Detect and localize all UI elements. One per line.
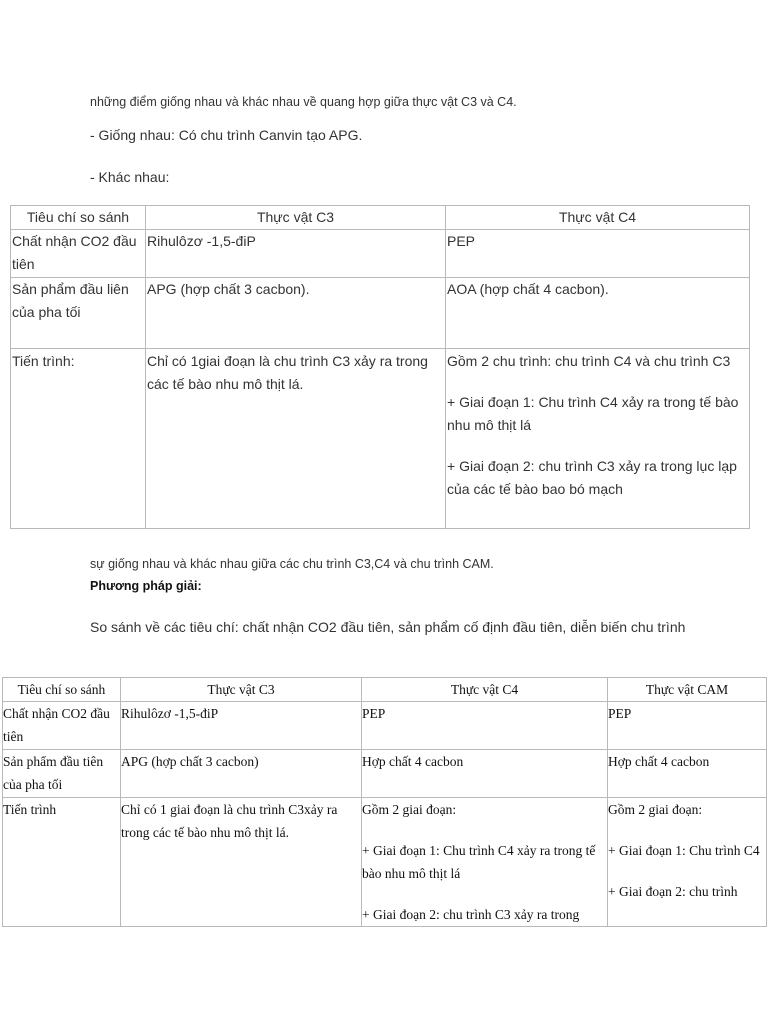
header-c3: Thực vật C3 [121, 678, 362, 702]
method-title: Phương pháp giải: [90, 579, 202, 593]
c4-stage-2: + Giai đoạn 2: chu trình C3 xảy ra trong [362, 907, 580, 922]
c4-stage-2: + Giai đoạn 2: chu trình C3 xảy ra trong lục lạp của các tế bào bao bó mạch [447, 458, 737, 497]
differences-label: - Khác nhau: [90, 169, 170, 185]
table-row [11, 349, 750, 529]
table-row [3, 798, 767, 927]
cam-process-summary: Gồm 2 giai đoạn: [608, 802, 703, 817]
criteria-cell: Chất nhận CO2 đầu tiên [3, 702, 121, 750]
criteria-cell: Sản phẩm đầu tiên của pha tối [3, 750, 121, 798]
header-c4: Thực vật C4 [362, 678, 608, 702]
c3-cell: APG (hợp chất 3 cacbon) [121, 750, 362, 798]
table-header-row [11, 206, 750, 230]
table-row [3, 750, 767, 798]
table-row [11, 278, 750, 349]
section2-heading: sự giống nhau và khác nhau giữa các chu trình C3,C4 và chu trình CAM. [90, 557, 494, 571]
c4-stage-1: + Giai đoạn 1: Chu trình C4 xảy ra trong tế bào nhu mô thịt lá [447, 394, 739, 433]
c4-process-cell [362, 798, 608, 927]
c3-cell: Rihulôzơ -1,5-điP [146, 230, 446, 278]
c3-cell: Chỉ có 1giai đoạn là chu trình C3 xảy ra trong các tế bào nhu mô thịt lá. [146, 349, 446, 529]
criteria-cell: Tiến trình: [11, 349, 146, 529]
c4-process-summary: Gồm 2 chu trình: chu trình C4 và chu trình C3 [447, 353, 731, 369]
table-row [11, 230, 750, 278]
cam-stage-2: + Giai đoạn 2: chu trình [608, 884, 738, 899]
criteria-cell: Sản phẩm đầu liên của pha tối [11, 278, 146, 349]
header-criteria: Tiêu chí so sánh [11, 206, 146, 230]
cam-cell: Hợp chất 4 cacbon [608, 750, 767, 798]
c4-stage-1: + Giai đoạn 1: Chu trình C4 xảy ra trong tế bào nhu mô thịt lá [362, 843, 596, 881]
c4-process-cell [446, 349, 750, 529]
c4-cell: Hợp chất 4 cacbon [362, 750, 608, 798]
cam-process-cell [608, 798, 767, 927]
table-row [3, 702, 767, 750]
c3-c4-cam-comparison-table [2, 677, 767, 927]
c4-process-summary: Gồm 2 giai đoạn: [362, 802, 457, 817]
cam-cell: PEP [608, 702, 767, 750]
c3-cell: Rihulôzơ -1,5-điP [121, 702, 362, 750]
c3-c4-comparison-table [10, 205, 750, 529]
similarities-text: - Giống nhau: Có chu trình Canvin tạo APG. [90, 127, 363, 143]
table-header-row [3, 678, 767, 702]
criteria-cell: Chất nhận CO2 đầu tiên [11, 230, 146, 278]
c4-cell: PEP [446, 230, 750, 278]
section1-heading: những điểm giống nhau và khác nhau về quang hợp giữa thực vật C3 và C4. [90, 95, 517, 109]
header-c4: Thực vật C4 [446, 206, 750, 230]
c3-cell: APG (hợp chất 3 cacbon). [146, 278, 446, 349]
c4-cell: PEP [362, 702, 608, 750]
header-c3: Thực vật C3 [146, 206, 446, 230]
c3-cell: Chỉ có 1 giai đoạn là chu trình C3xảy ra trong các tế bào nhu mô thịt lá. [121, 798, 362, 927]
header-criteria: Tiêu chí so sánh [3, 678, 121, 702]
criteria-cell: Tiến trình [3, 798, 121, 927]
method-text: So sánh về các tiêu chí: chất nhận CO2 đầu tiên, sản phẩm cố định đầu tiên, diễn biến chu trình [90, 619, 686, 635]
header-cam: Thực vật CAM [608, 678, 767, 702]
cam-stage-1: + Giai đoạn 1: Chu trình C4 [608, 843, 760, 858]
c4-cell: AOA (hợp chất 4 cacbon). [446, 278, 750, 349]
